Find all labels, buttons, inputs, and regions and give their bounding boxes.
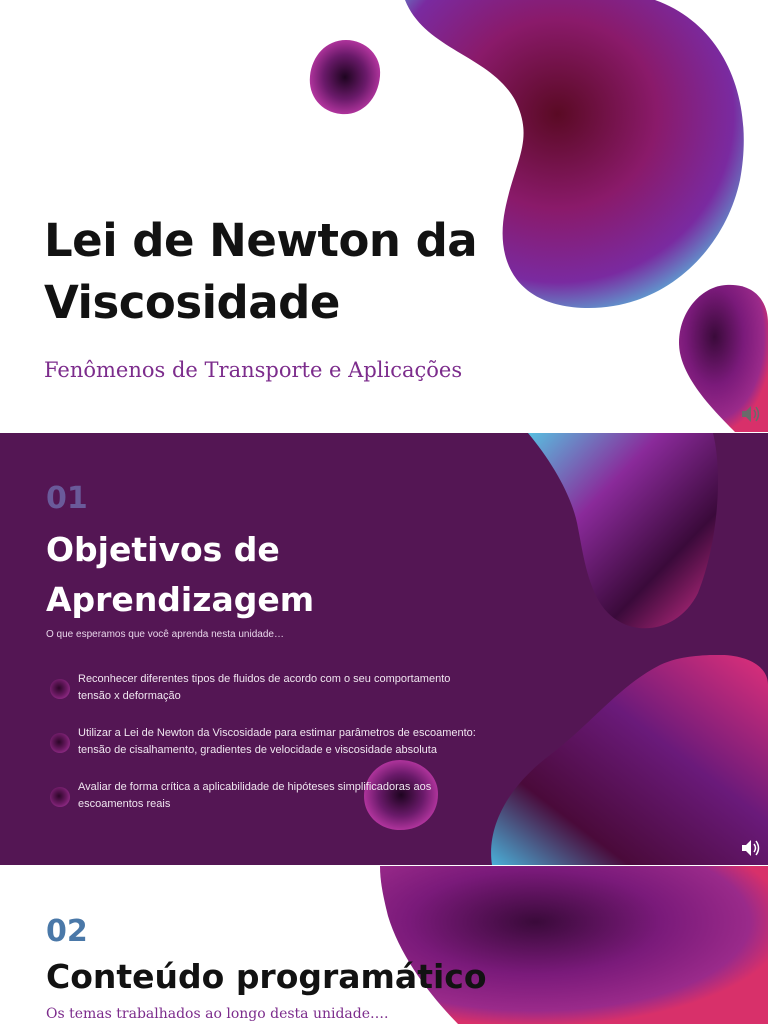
- bullet-icon: [50, 679, 70, 699]
- section-tagline: Os temas trabalhados ao longo desta unidade….: [46, 1006, 389, 1022]
- section-tagline: O que esperamos que você aprenda nesta unidade…: [46, 629, 284, 640]
- speaker-icon[interactable]: [740, 838, 762, 858]
- blob-upper-shape: [528, 433, 723, 633]
- list-item-text: Reconhecer diferentes tipos de fluidos de acordo com o seu comportamento tensão x deformação: [78, 673, 451, 702]
- slide-objectives: [0, 433, 768, 865]
- speaker-icon[interactable]: [740, 404, 762, 424]
- page-subtitle: Fenômenos de Transporte e Aplicações: [44, 358, 463, 382]
- section-number: 02: [46, 914, 88, 949]
- page-title: Lei de Newton da Viscosidade: [44, 214, 478, 329]
- section-number: 01: [46, 481, 88, 516]
- bullet-icon: [50, 733, 70, 753]
- blob-lower-shape: [490, 655, 768, 865]
- section-title: Objetivos de Aprendizagem: [46, 530, 315, 619]
- slide-title: [0, 0, 768, 432]
- list-item-text: Avaliar de forma crítica a aplicabilidade de hipóteses simplificadoras aos escoamentos reais: [78, 781, 432, 810]
- blob-small-shape: [306, 38, 384, 116]
- slide-content: [0, 866, 768, 1024]
- section-title: Conteúdo programático: [46, 957, 487, 996]
- list-item-text: Utilizar a Lei de Newton da Viscosidade para estimar parâmetros de escoamento: tensão de cisalhamento, gradientes de velocidade e viscosidade absoluta: [78, 727, 476, 756]
- bullet-icon: [50, 787, 70, 807]
